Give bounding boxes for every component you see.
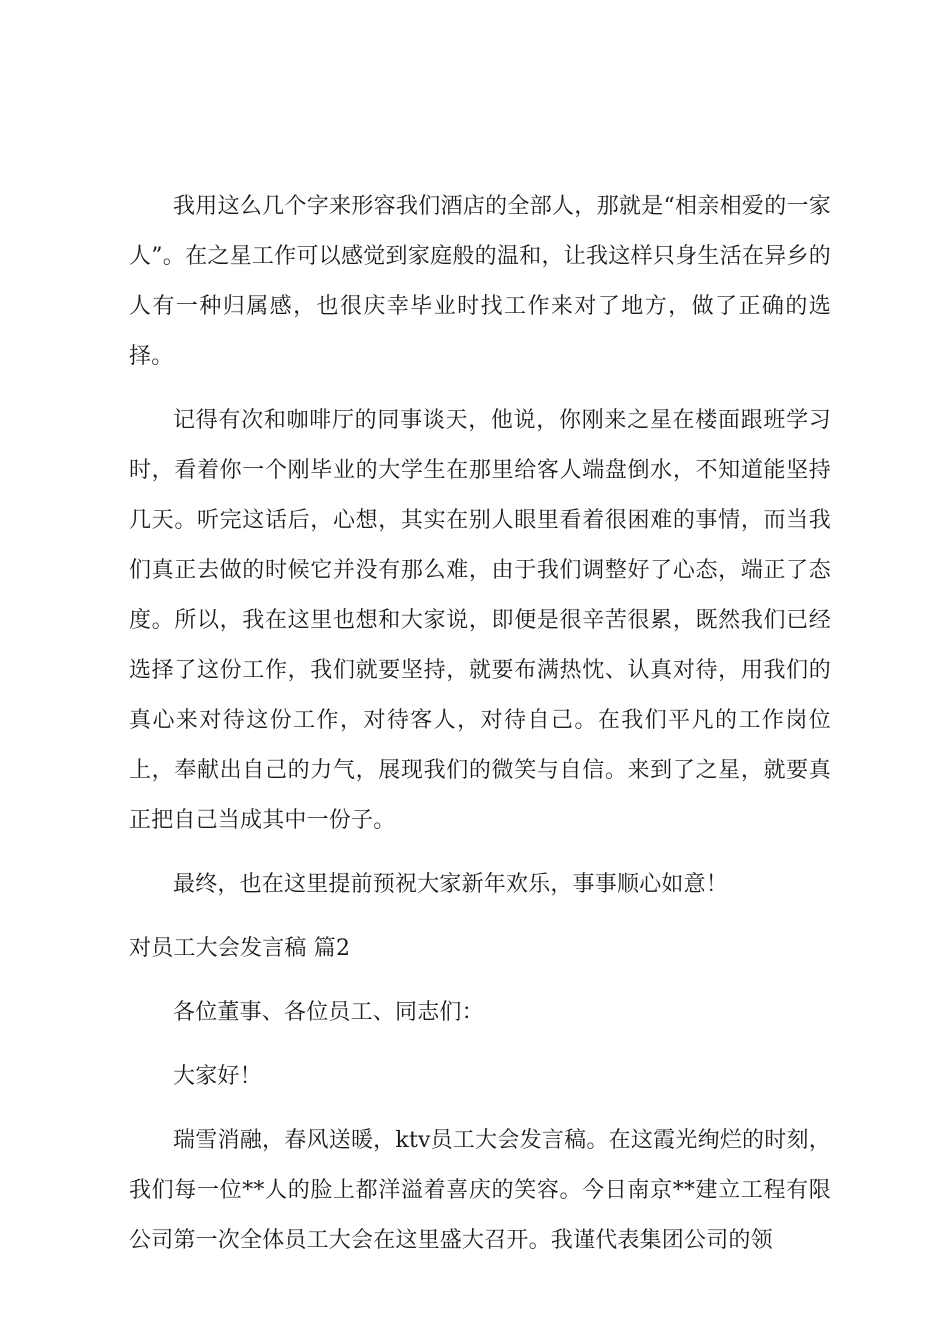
section-heading: 对员工大会发言稿 篇2 <box>129 936 351 961</box>
paragraph: 瑞雪消融，春风送暖，ktv员工大会发言稿。在这霞光绚烂的时刻，我们每一位**人的脸上都洋溢着喜庆的笑容。今日南京**建立工程有限公司第一次全体员工大会在这里盛大召开。我谨代表集团公司的领 <box>129 1128 831 1253</box>
paragraph: 记得有次和咖啡厅的同事谈天，他说，你刚来之星在楼面跟班学习时，看着你一个刚毕业的大学生在那里给客人端盘倒水，不知道能坚持几天。听完这话后，心想，其实在别人眼里看着很困难的事情，而当我们真正去做的时候它并没有那么难，由于我们调整好了心态，端正了态度。所以，我在这里也想和大家说，即便是很辛苦很累，既然我们已经选择了这份工作，我们就要坚持，就要布满热忱、认真对待，用我们的真心来对待这份工作，对待客人，对待自己。在我们平凡的工作岗位上，奉献出自己的力气，展现我们的微笑与自信。来到了之星，就要真正把自己当成其中一份子。 <box>129 408 831 833</box>
greeting: 大家好！ <box>173 1064 262 1089</box>
paragraph: 我用这么几个字来形容我们酒店的全部人，那就是“相亲相爱的一家人”。在之星工作可以感觉到家庭般的温和，让我这样只身生活在异乡的人有一种归属感，也很庆幸毕业时找工作来对了地方，做了正确的选择。 <box>129 194 831 369</box>
document-body <box>129 182 831 1280</box>
salutation: 各位董事、各位员工、同志们： <box>173 1000 484 1025</box>
paragraph: 最终，也在这里提前预祝大家新年欢乐，事事顺心如意！ <box>173 872 729 897</box>
